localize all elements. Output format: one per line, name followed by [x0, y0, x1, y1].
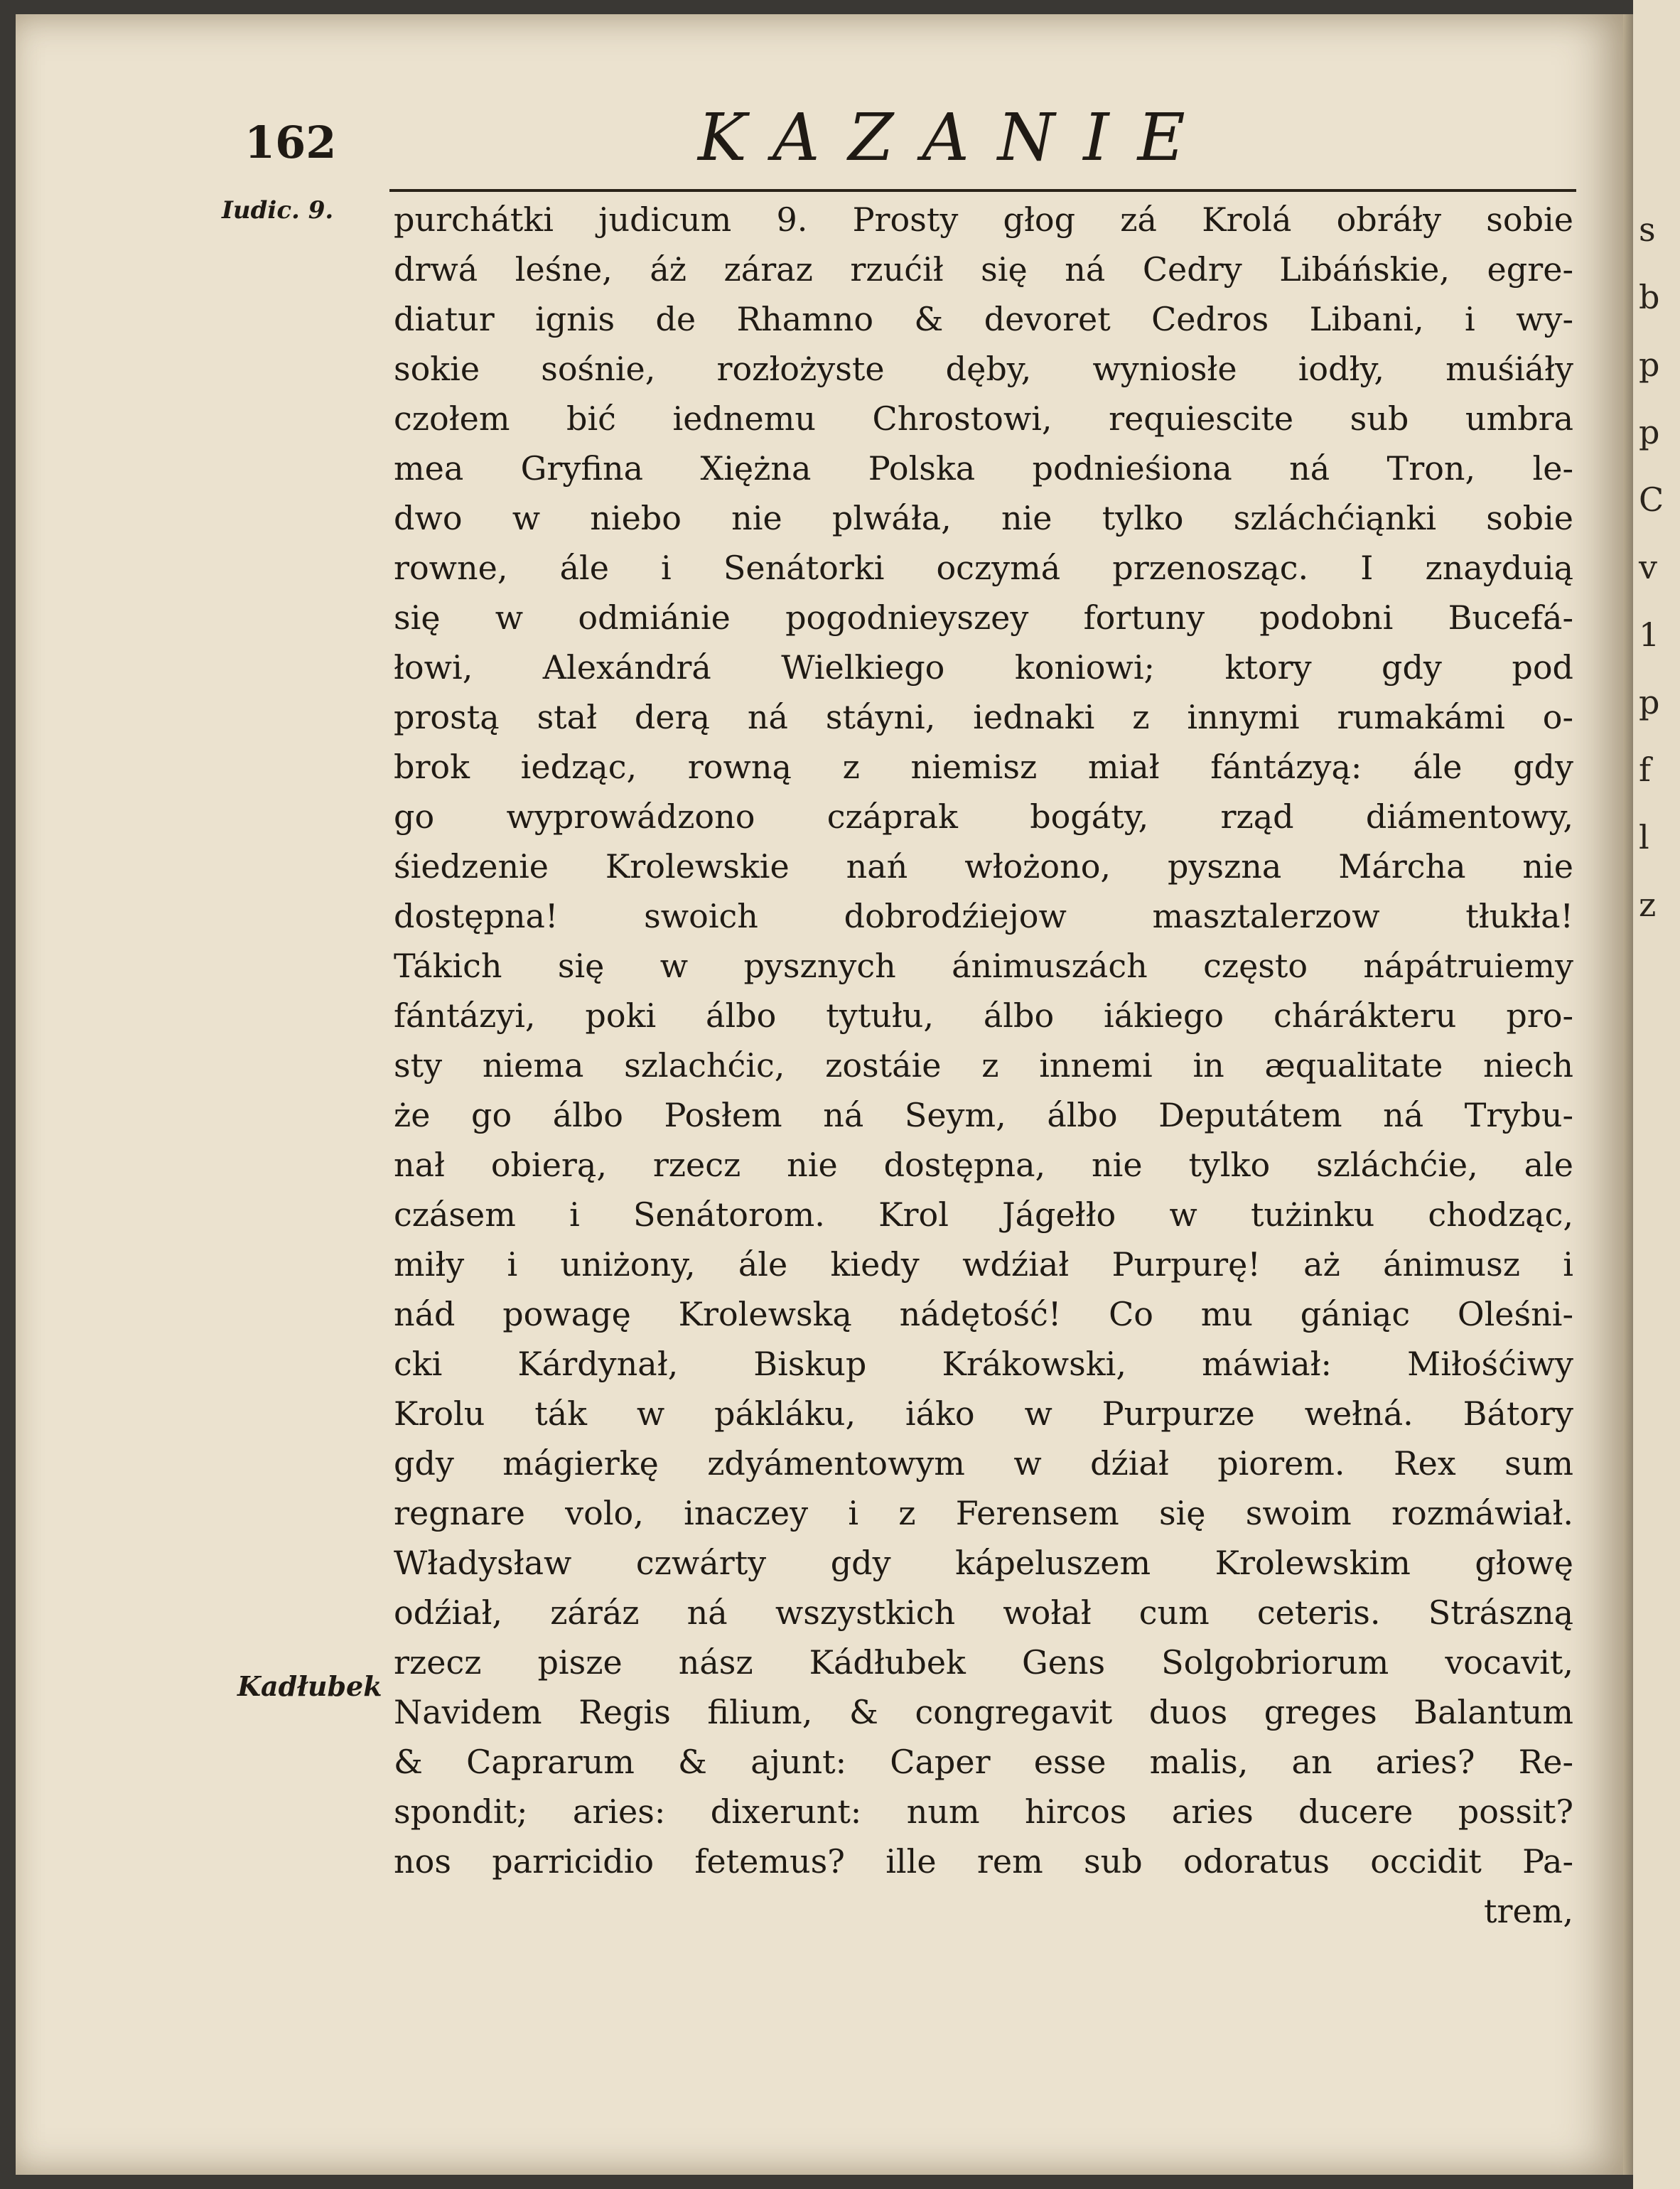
- text-line: mea Gryfina Xiężna Polska podnieśiona ná Tron, le-: [394, 449, 1573, 488]
- text-line: regnare volo, inaczey i z Ferensem się swoim rozmáwiał.: [394, 1494, 1573, 1532]
- text-line: rzecz pisze nász Kádłubek Gens Solgobriorum vocavit,: [394, 1643, 1573, 1682]
- facing-page-fragment: b: [1639, 278, 1660, 316]
- header-rule: [389, 189, 1576, 192]
- page-number: 162: [244, 117, 337, 168]
- margin-note-judic: Iudic. 9.: [222, 196, 334, 225]
- text-line: spondit; aries: dixerunt: num hircos aries ducere possit?: [394, 1792, 1573, 1831]
- text-line: czołem bić iednemu Chrostowi, requiescite sub umbra: [394, 399, 1573, 438]
- text-line: go wyprowádzono czáprak bogáty, rząd diámentowy,: [394, 797, 1573, 836]
- text-line: gdy mágierkę zdyámentowym w dźiał piorem. Rex sum: [394, 1444, 1573, 1483]
- text-line: się w odmiánie pogodnieyszey fortuny podobni Bucefá-: [394, 598, 1573, 637]
- text-line: brok iedząc, rowną z niemisz miał fántázyą: ále gdy: [394, 748, 1573, 786]
- text-line: śiedzenie Krolewskie nań włożono, pyszna Márcha nie: [394, 847, 1573, 886]
- facing-page-fragment: s: [1639, 210, 1656, 249]
- text-line: dwo w niebo nie plwáła, nie tylko szláchćiąnki sobie: [394, 499, 1573, 537]
- text-line: rowne, ále i Senátorki oczymá przenosząc. I znayduią: [394, 549, 1573, 587]
- text-line: Władysław czwárty gdy kápeluszem Krolewskim głowę: [394, 1544, 1573, 1582]
- book-page: [16, 14, 1623, 2175]
- text-line: nał obierą, rzecz nie dostępna, nie tylko szláchćie, ale: [394, 1146, 1573, 1184]
- facing-page-fragment: C: [1639, 480, 1664, 519]
- text-line: trem,: [1484, 1892, 1573, 1930]
- facing-page-fragment: f: [1639, 751, 1652, 789]
- text-line: drwá leśne, áż záraz rzućił się ná Cedry Libáńskie, egre-: [394, 250, 1573, 289]
- text-line: odźiał, záráz ná wszystkich wołał cum ceteris. Strászną: [394, 1593, 1573, 1632]
- text-line: & Caprarum & ajunt: Caper esse malis, an aries? Re-: [394, 1743, 1573, 1781]
- text-line: fántázyi, poki álbo tytułu, álbo iákiego chárákteru pro-: [394, 996, 1573, 1035]
- facing-page-fragment: l: [1639, 818, 1649, 856]
- text-line: Krolu ták w pákláku, iáko w Purpurze wełná. Bátory: [394, 1394, 1573, 1433]
- text-line: nád powagę Krolewską nádętość! Co mu gániąc Oleśni-: [394, 1295, 1573, 1333]
- running-title: KAZANIE: [698, 100, 1214, 176]
- facing-page-edge: [1633, 0, 1680, 2189]
- text-line: cki Kárdynał, Biskup Krákowski, máwiał: Miłośćiwy: [394, 1345, 1573, 1383]
- facing-page-fragment: p: [1639, 413, 1660, 451]
- facing-page-fragment: p: [1639, 683, 1660, 721]
- text-line: Tákich się w pysznych ánimuszách często nápátruiemy: [394, 947, 1573, 985]
- text-line: miły i uniżony, ále kiedy wdźiał Purpurę! aż ánimusz i: [394, 1245, 1573, 1284]
- text-line: sokie sośnie, rozłożyste dęby, wyniosłe iodły, muśiáły: [394, 350, 1573, 388]
- text-line: prostą stał derą ná stáyni, iednaki z innymi rumakámi o-: [394, 698, 1573, 736]
- text-line: purchátki judicum 9. Prosty głog zá Krolá obráły sobie: [394, 200, 1573, 239]
- text-line: że go álbo Posłem ná Seym, álbo Deputátem ná Trybu-: [394, 1096, 1573, 1134]
- facing-page-fragment: 1: [1639, 615, 1660, 654]
- text-line: nos parricidio fetemus? ille rem sub odoratus occidit Pa-: [394, 1842, 1573, 1881]
- text-line: czásem i Senátorom. Krol Jágełło w tużinku chodząc,: [394, 1195, 1573, 1234]
- text-line: łowi, Alexándrá Wielkiego koniowi; ktory gdy pod: [394, 648, 1573, 687]
- facing-page-fragment: p: [1639, 345, 1660, 384]
- text-line: sty niema szlachćic, zostáie z innemi in æqualitate niech: [394, 1046, 1573, 1085]
- facing-page-fragment: v: [1639, 548, 1657, 586]
- text-line: dostępna! swoich dobrodźiejow masztalerzow tłukła!: [394, 897, 1573, 935]
- text-line: Navidem Regis filium, & congregavit duos greges Balantum: [394, 1693, 1573, 1731]
- text-line: diatur ignis de Rhamno & devoret Cedros Libani, i wy-: [394, 300, 1573, 338]
- margin-note-kadlubek: Kadłubek: [237, 1670, 382, 1702]
- facing-page-fragment: z: [1639, 886, 1657, 924]
